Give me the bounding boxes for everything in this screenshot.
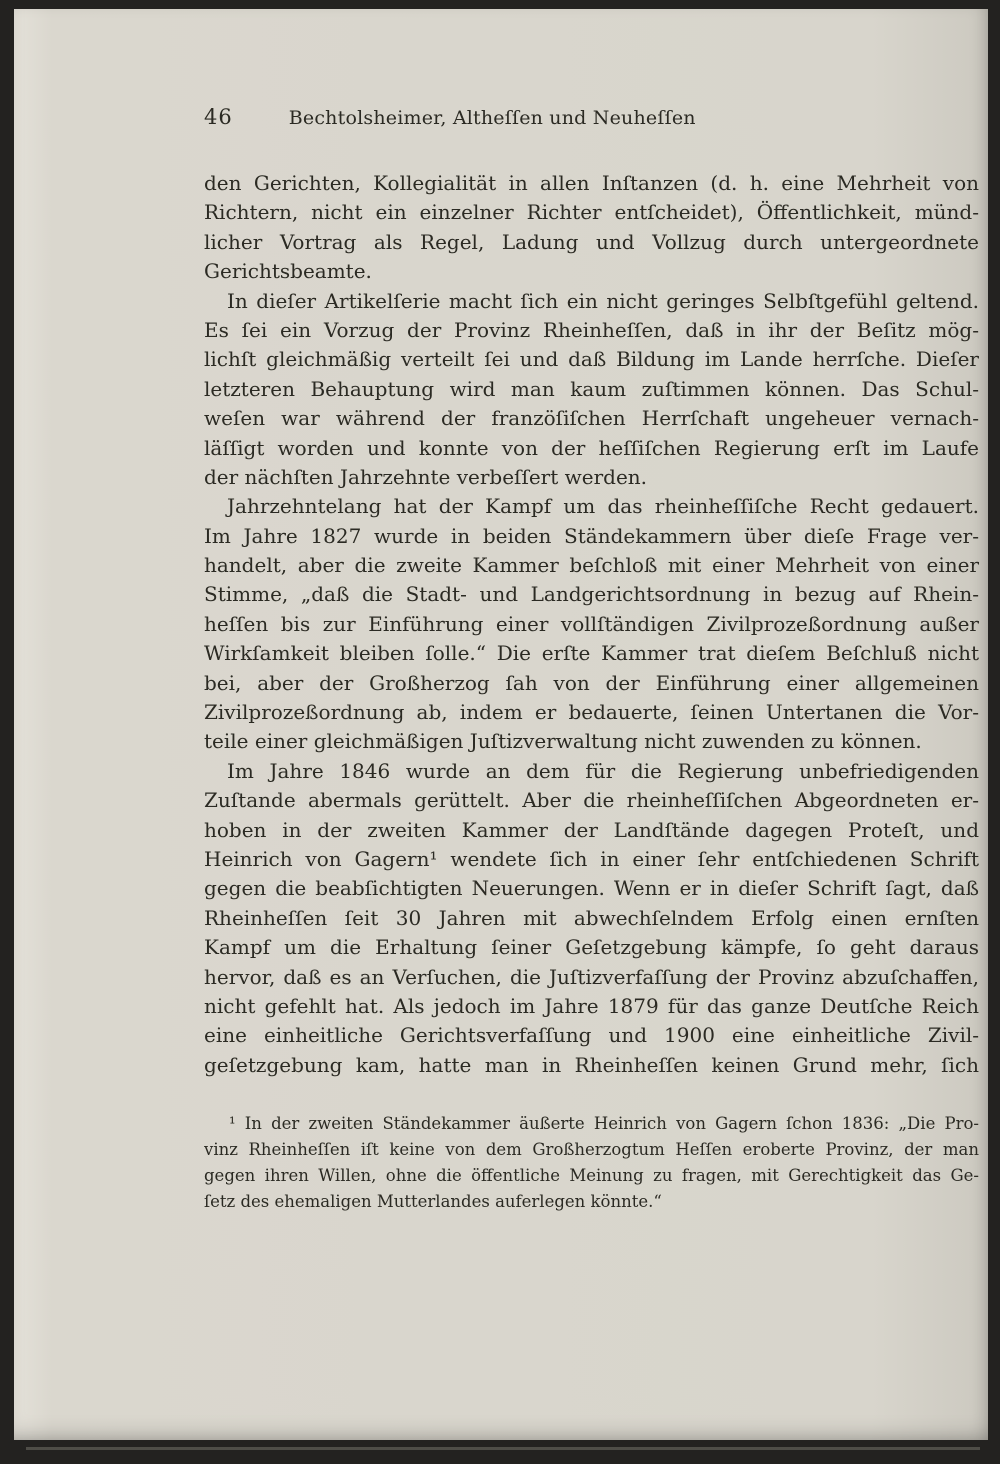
text-line: nicht gefehlt hat. Als jedoch im Jahre 1879 für das ganze Deutſche Reich bbox=[204, 993, 979, 1018]
text-line: Wirkſamkeit bleiben ſolle.“ Die erſte Kammer trat dieſem Beſchluß nicht bbox=[204, 641, 979, 666]
text-line: hervor, daß es an Verſuchen, die Juſtizverfaſſung der Provinz abzuſchaffen, bbox=[204, 964, 979, 989]
footnote-line: ¹ In der zweiten Ständekammer äußerte Heinrich von Gagern ſchon 1836: „Die Pro- bbox=[229, 1114, 979, 1134]
text-line: Kampf um die Erhaltung ſeiner Geſetzgebung kämpfe, ſo geht daraus bbox=[204, 935, 979, 960]
text-line: handelt, aber die zweite Kammer beſchloß mit einer Mehrheit von einer bbox=[204, 553, 979, 578]
text-line: läſſigt worden und konnte von der heſſiſchen Regierung erſt im Laufe bbox=[204, 435, 979, 460]
text-line: Gerichtsbeamte. bbox=[204, 259, 372, 284]
text-line: In dieſer Artikelſerie macht ſich ein nicht geringes Selbſtgefühl geltend. bbox=[227, 288, 979, 313]
text-line: Richtern, nicht ein einzelner Richter entſcheidet), Öffentlichkeit, münd- bbox=[204, 200, 979, 225]
text-line: den Gerichten, Kollegialität in allen Inſtanzen (d. h. eine Mehrheit von bbox=[204, 171, 979, 195]
paragraph bbox=[204, 757, 979, 1080]
body-text bbox=[204, 169, 979, 1080]
running-header-row bbox=[204, 105, 979, 129]
text-line: Rheinheſſen ſeit 30 Jahren mit abwechſelndem Erfolg einen ernſten bbox=[204, 905, 979, 930]
footnote-line: vinz Rheinheſſen iſt keine von dem Großherzogtum Heſſen eroberte Provinz, der man bbox=[204, 1139, 979, 1159]
page-content bbox=[204, 105, 979, 1214]
text-line: licher Vortrag als Regel, Ladung und Vollzug durch untergeordnete bbox=[204, 229, 979, 254]
running-header: Bechtolsheimer, Altheſſen und Neuheſſen bbox=[288, 107, 696, 129]
text-line: gegen die beabſichtigten Neuerungen. Wenn er in dieſer Schrift ſagt, daß bbox=[204, 876, 979, 901]
text-line: bei, aber der Großherzog ſah von der Einführung einer allgemeinen bbox=[204, 670, 979, 695]
text-line: hoben in der zweiten Kammer der Landſtände dagegen Proteſt, und bbox=[204, 817, 979, 842]
text-line: Im Jahre 1846 wurde an dem für die Regierung unbefriedigenden bbox=[227, 758, 979, 783]
text-line: lichſt gleichmäßig verteilt ſei und daß Bildung im Lande herrſche. Dieſer bbox=[204, 347, 979, 372]
text-line: Stimme, „daß die Stadt- und Landgerichtsordnung in bezug auf Rhein- bbox=[204, 582, 979, 607]
paragraph bbox=[204, 492, 979, 757]
text-line: Zivilprozeßordnung ab, indem er bedauerte, ſeinen Untertanen die Vor- bbox=[204, 700, 979, 725]
text-line: Im Jahre 1827 wurde in beiden Ständekammern über dieſe Frage ver- bbox=[204, 523, 979, 548]
page-bottom-edge bbox=[26, 1447, 980, 1450]
paragraph bbox=[204, 169, 979, 287]
text-line: Jahrzehntelang hat der Kampf um das rheinheſſiſche Recht gedauert. bbox=[227, 494, 979, 519]
text-line: Es ſei ein Vorzug der Provinz Rheinheſſen, daß in ihr der Beſitz mög- bbox=[204, 317, 979, 342]
page-number: 46 bbox=[204, 105, 233, 129]
text-line: Zuſtande abermals gerüttelt. Aber die rheinheſſiſchen Abgeordneten er- bbox=[204, 788, 979, 813]
footnote-line: gegen ihren Willen, ohne die öffentliche Meinung zu fragen, mit Gerechtigkeit das Ge- bbox=[204, 1165, 979, 1185]
text-line: eine einheitliche Gerichtsverfaſſung und 1900 eine einheitliche Zivil- bbox=[204, 1023, 979, 1048]
scanned-book-page bbox=[14, 9, 988, 1440]
text-line: weſen war während der franzöſiſchen Herrſchaft ungeheuer vernach- bbox=[204, 406, 979, 431]
text-line: der nächſten Jahrzehnte verbeſſert werden. bbox=[204, 464, 648, 489]
footnote-line: ſetz des ehemaligen Mutterlandes auferlegen könnte.“ bbox=[204, 1191, 662, 1211]
text-line: geſetzgebung kam, hatte man in Rheinheſſen keinen Grund mehr, ſich bbox=[204, 1052, 979, 1077]
text-line: heſſen bis zur Einführung einer vollſtändigen Zivilprozeßordnung außer bbox=[204, 611, 979, 636]
paragraph bbox=[204, 287, 979, 493]
text-line: teile einer gleichmäßigen Juſtizverwaltung nicht zuwenden zu können. bbox=[204, 729, 922, 754]
footnote bbox=[204, 1111, 979, 1214]
text-line: Heinrich von Gagern¹ wendete ſich in einer ſehr entſchiedenen Schrift bbox=[204, 846, 979, 871]
text-line: letzteren Behauptung wird man kaum zuſtimmen können. Das Schul- bbox=[204, 376, 979, 401]
